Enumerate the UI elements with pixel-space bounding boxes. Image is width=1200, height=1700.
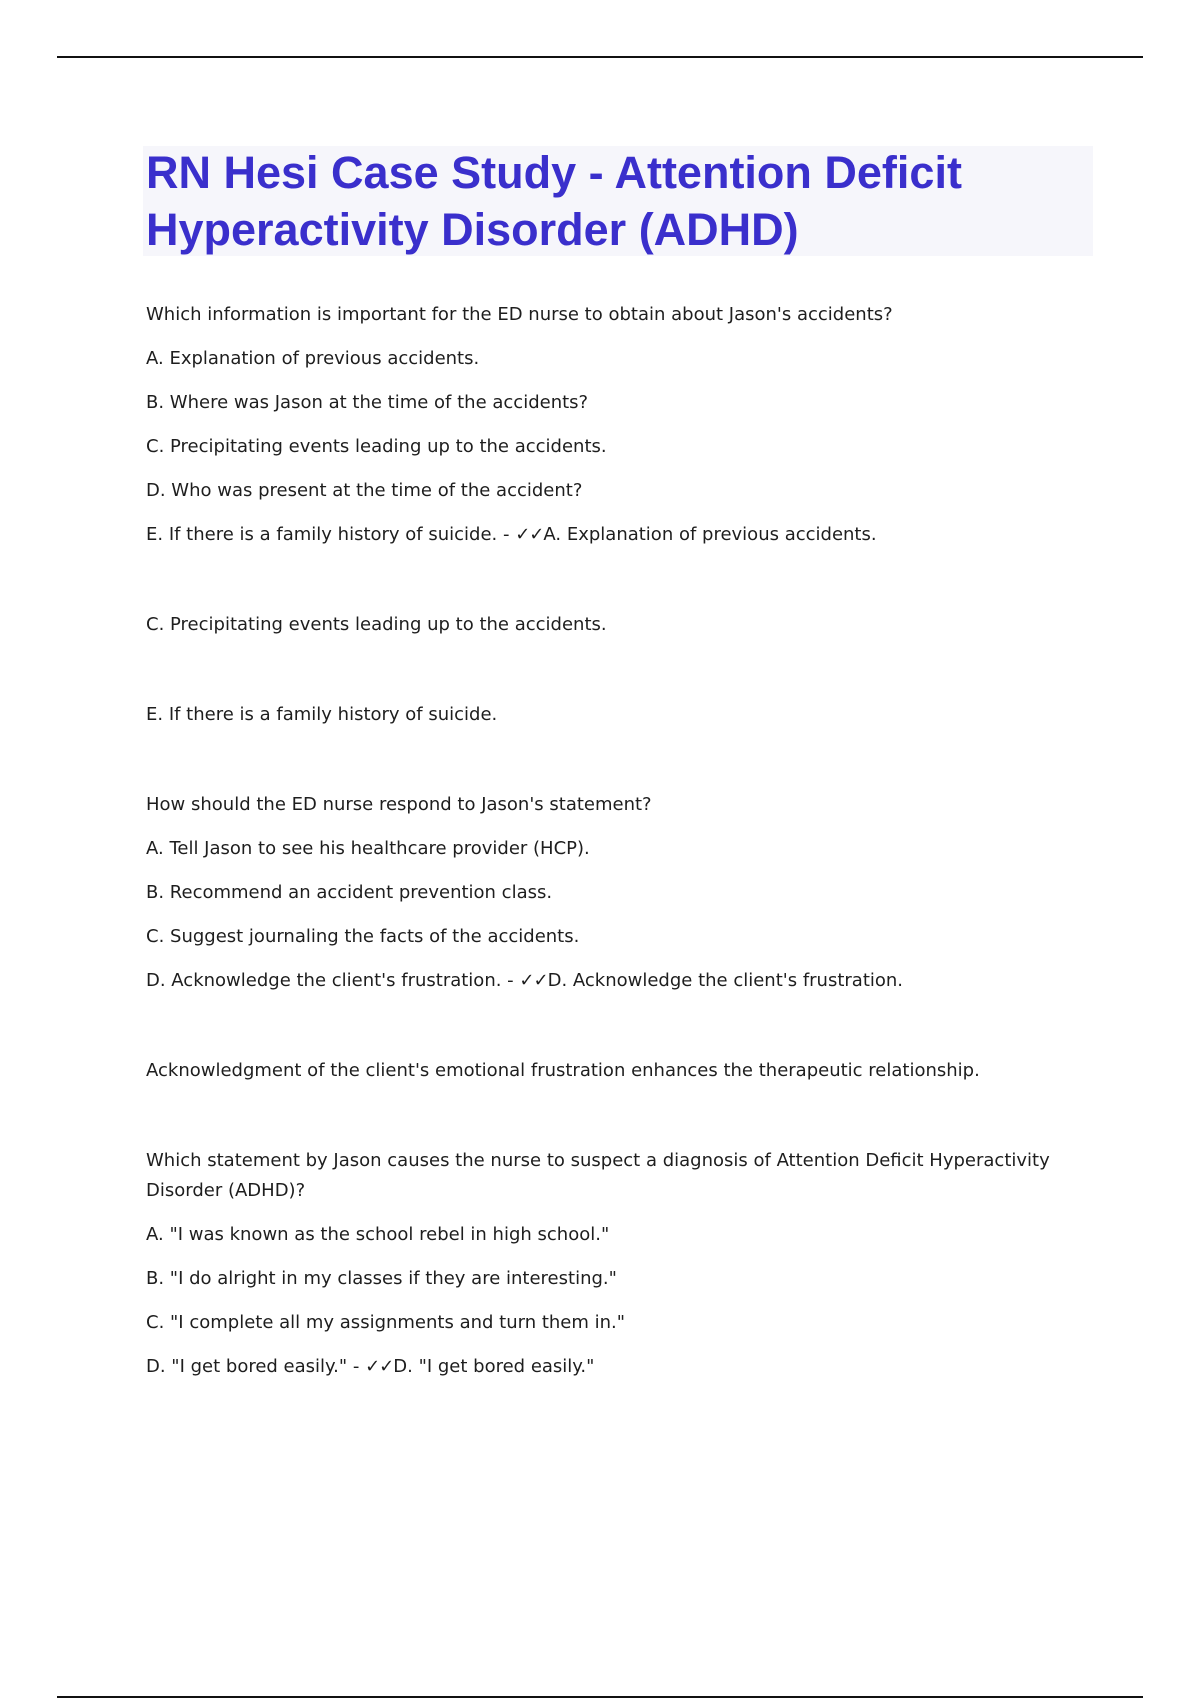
q2-check-icon: ✓✓ (519, 970, 548, 991)
q1-option-b: B. Where was Jason at the time of the accidents? (146, 392, 589, 413)
q2-separator: - (501, 970, 520, 991)
q1-option-c: C. Precipitating events leading up to the accidents. (146, 436, 607, 457)
q1-option-e: E. If there is a family history of suicide. (146, 524, 498, 545)
question-3: Which statement by Jason causes the nurse to suspect a diagnosis of Attention Deficit Hyperactivity Disorder (ADHD)? (146, 1150, 1050, 1201)
q2-option-a: A. Tell Jason to see his healthcare provider (HCP). (146, 838, 590, 859)
q3-answer-first: D. "I get bored easily." (393, 1356, 595, 1377)
q1-option-d: D. Who was present at the time of the accident? (146, 480, 583, 501)
q3-separator: - (347, 1356, 366, 1377)
q1-answer-first: A. Explanation of previous accidents. (543, 524, 877, 545)
q1-answer-e: E. If there is a family history of suicide. (146, 704, 498, 725)
q3-option-b: B. "I do alright in my classes if they are interesting." (146, 1268, 617, 1289)
document-body (146, 300, 1066, 1396)
q2-option-b: B. Recommend an accident prevention class. (146, 882, 553, 903)
q3-check-icon: ✓✓ (365, 1356, 394, 1377)
q1-separator: - (497, 524, 516, 545)
q3-option-c: C. "I complete all my assignments and turn them in." (146, 1312, 626, 1333)
question-2: How should the ED nurse respond to Jason's statement? (146, 794, 652, 815)
bottom-rule (57, 1696, 1143, 1698)
q2-explanation: Acknowledgment of the client's emotional frustration enhances the therapeutic relationship. (146, 1060, 980, 1081)
q1-option-a: A. Explanation of previous accidents. (146, 348, 480, 369)
q2-option-d: D. Acknowledge the client's frustration. (146, 970, 502, 991)
question-1: Which information is important for the ED nurse to obtain about Jason's accidents? (146, 304, 893, 325)
page-title: RN Hesi Case Study - Attention Deficit Hyperactivity Disorder (ADHD) (146, 147, 962, 255)
q3-answer-line (146, 1352, 1066, 1382)
q1-check-icon: ✓✓ (515, 524, 544, 545)
q1-answer-line (146, 520, 1066, 550)
top-rule (57, 56, 1143, 58)
q2-answer-first: D. Acknowledge the client's frustration. (547, 970, 904, 991)
q2-answer-line (146, 966, 1066, 996)
q1-answer-c: C. Precipitating events leading up to the accidents. (146, 614, 607, 635)
q3-option-a: A. "I was known as the school rebel in high school." (146, 1224, 610, 1245)
q3-option-d: D. "I get bored easily." (146, 1356, 348, 1377)
q2-option-c: C. Suggest journaling the facts of the accidents. (146, 926, 580, 947)
